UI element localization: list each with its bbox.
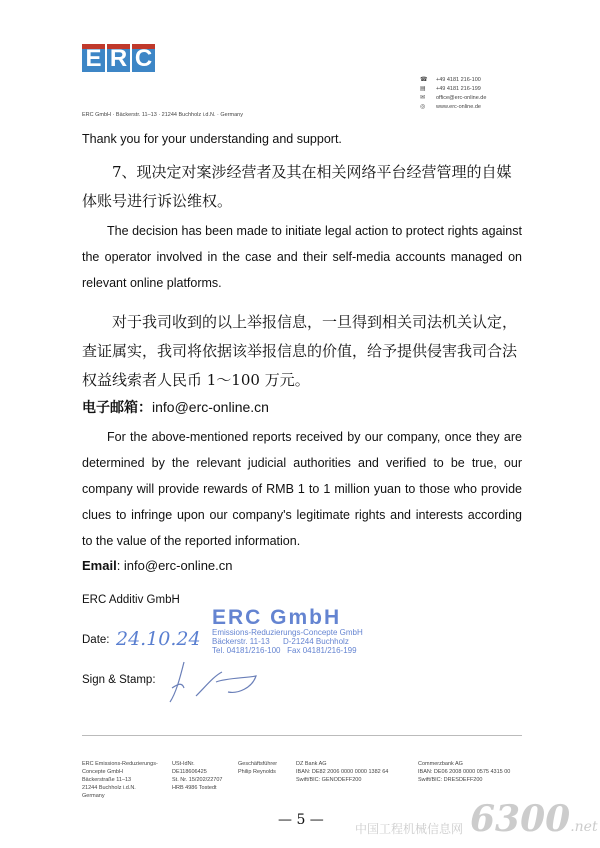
watermark-logo: 6300.net: [470, 798, 598, 840]
letter-body: [82, 126, 522, 706]
footer-company: ERC Emissions-Reduzierungs- Concepte GmbH Bäckerstraße 11–13 21244 Buchholz i.d.N. Germany: [82, 761, 158, 799]
contact-block: ☎ +49 4181 216-100 ▤ +49 4181 216-199 ✉ office@erc-online.de ◎ www.erc-online.de: [420, 77, 487, 110]
footer-divider: [82, 735, 522, 736]
footer-dz-bank: DZ Bank AG IBAN: DE82 2006 0000 0000 1382 64 Swift/BIC: GENODEFF200: [296, 761, 389, 783]
sender-address: ERC GmbH · Bäckerstr. 11–13 · 21244 Buchholz i.d.N. · Germany: [82, 112, 243, 118]
page-number: — 5 —: [278, 812, 324, 828]
fax-icon: ▤: [420, 86, 426, 92]
erc-logo: E R C: [82, 44, 155, 72]
mail-icon: ✉: [420, 95, 426, 101]
footer-commerzbank: Commerzbank AG IBAN: DE06 2008 0000 0575 4315 00 Swift/BIC: DRESDEFF200: [418, 761, 511, 783]
company-stamp: ERC GmbH Emissions-Reduzierungs-Concepte GmbH Bäckerstr. 11-13 D-21244 Buchholz Tel. 04181/216-100 Fax 04181/216-199: [212, 606, 363, 655]
en-email: Email: info@erc-online.cn: [82, 558, 233, 573]
globe-icon: ◎: [420, 104, 426, 110]
sign-label: Sign & Stamp:: [82, 674, 156, 686]
handwritten-date: 24.10.24: [116, 628, 201, 650]
paragraph-en-7: The decision has been made to initiate legal action to protect rights against the operator involved in the case and their self-media accounts managed on relevant online platforms.: [82, 224, 522, 290]
paragraph-thanks: Thank you for your understanding and support.: [82, 132, 342, 146]
signature: [166, 658, 276, 706]
paragraph-en-reward: For the above-mentioned reports received by our company, once they are determined by the relevant judicial authorities and verified to be true, our company will provide rewards of RMB 1 to 1 million yuan to those who provide clues to infringe upon our company's legitimate rights and interests according to the value of the reported information.: [82, 430, 522, 548]
company-name: ERC Additiv GmbH: [82, 594, 180, 606]
watermark-text: 中国工程机械信息网: [355, 822, 464, 836]
footer-tax: USt-IdNr. DE118606425 St. Nr. 15/202/22707 HRB 4986 Tostedt: [172, 761, 223, 791]
phone-icon: ☎: [420, 77, 428, 83]
date-label: Date:: [82, 634, 110, 646]
paragraph-zh-7: 7、现决定对案涉经营者及其在相关网络平台经营管理的自媒体账号进行诉讼维权。: [82, 163, 512, 210]
paragraph-zh-reward: 对于我司收到的以上举报信息，一旦得到相关司法机关认定，查证属实，我司将依据该举报信息的价值，给予提供侵害我司合法权益线索者人民币 1～100 万元。: [82, 313, 518, 389]
zh-email: 电子邮箱：info@erc-online.cn: [82, 399, 269, 416]
signature-block: [82, 594, 522, 706]
footer-ceo: Geschäftsführer Philip Reynolds: [238, 761, 278, 775]
